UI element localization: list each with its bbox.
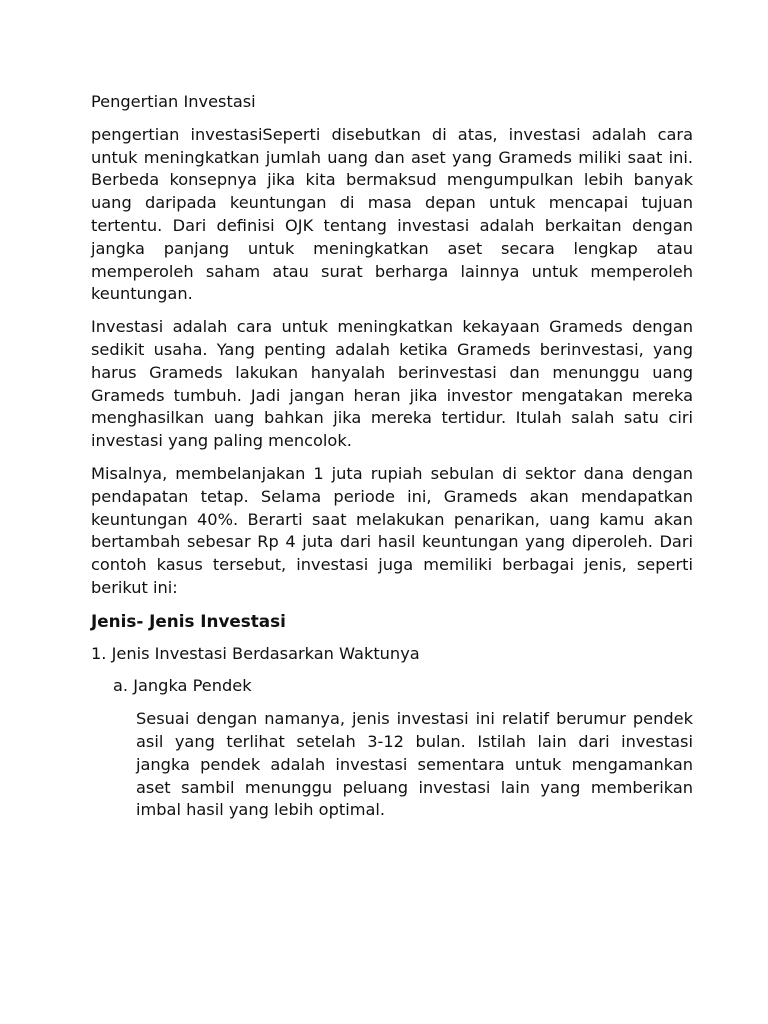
paragraph-example: Misalnya, membelanjakan 1 juta rupiah sebulan di sektor dana dengan pendapatan tetap. Selama periode ini, Grameds akan mendapatkan keuntungan 40%. Berarti saat melakukan penarikan, uang kamu akan bertambah sebesar Rp 4 juta dari hasil keuntungan yang diperoleh. Dari contoh kasus tersebut, investasi juga memiliki berbagai jenis, seperti berikut ini:	[91, 463, 693, 597]
sub-item-short-term: a. Jangka Pendek	[113, 676, 252, 696]
section-heading: Jenis- Jenis Investasi	[91, 610, 286, 631]
list-item-time-based: 1. Jenis Investasi Berdasarkan Waktunya	[91, 643, 420, 663]
document-page	[91, 91, 693, 822]
paragraph-definition: pengertian investasiSeperti disebutkan di atas, investasi adalah cara untuk meningkatkan jumlah uang dan aset yang Grameds miliki saat ini. Berbeda konsepnya jika kita bermaksud mengumpulkan lebih banyak uang daripada keuntungan di masa depan untuk mencapai tujuan tertentu. Dari definisi OJK tentang investasi adalah berkaitan dengan jangka panjang untuk meningkatkan aset secara lengkap atau memperoleh saham atau surat berharga lainnya untuk memperoleh keuntungan.	[91, 124, 693, 304]
paragraph-wealth: Investasi adalah cara untuk meningkatkan kekayaan Grameds dengan sedikit usaha. Yang penting adalah ketika Grameds berinvestasi, yang harus Grameds lakukan hanyalah berinvestasi dan menunggu uang Grameds tumbuh. Jadi jangan heran jika investor mengatakan mereka menghasilkan uang bahkan jika mereka tertidur. Itulah salah satu ciri investasi yang paling mencolok.	[91, 317, 693, 451]
paragraph-short-term: Sesuai dengan namanya, jenis investasi ini relatif berumur pendek asil yang terlihat setelah 3-12 bulan. Istilah lain dari investasi jangka pendek adalah investasi sementara untuk mengamankan aset sambil menunggu peluang investasi lain yang memberikan imbal hasil yang lebih optimal.	[136, 709, 693, 820]
document-title: Pengertian Investasi	[91, 92, 256, 111]
